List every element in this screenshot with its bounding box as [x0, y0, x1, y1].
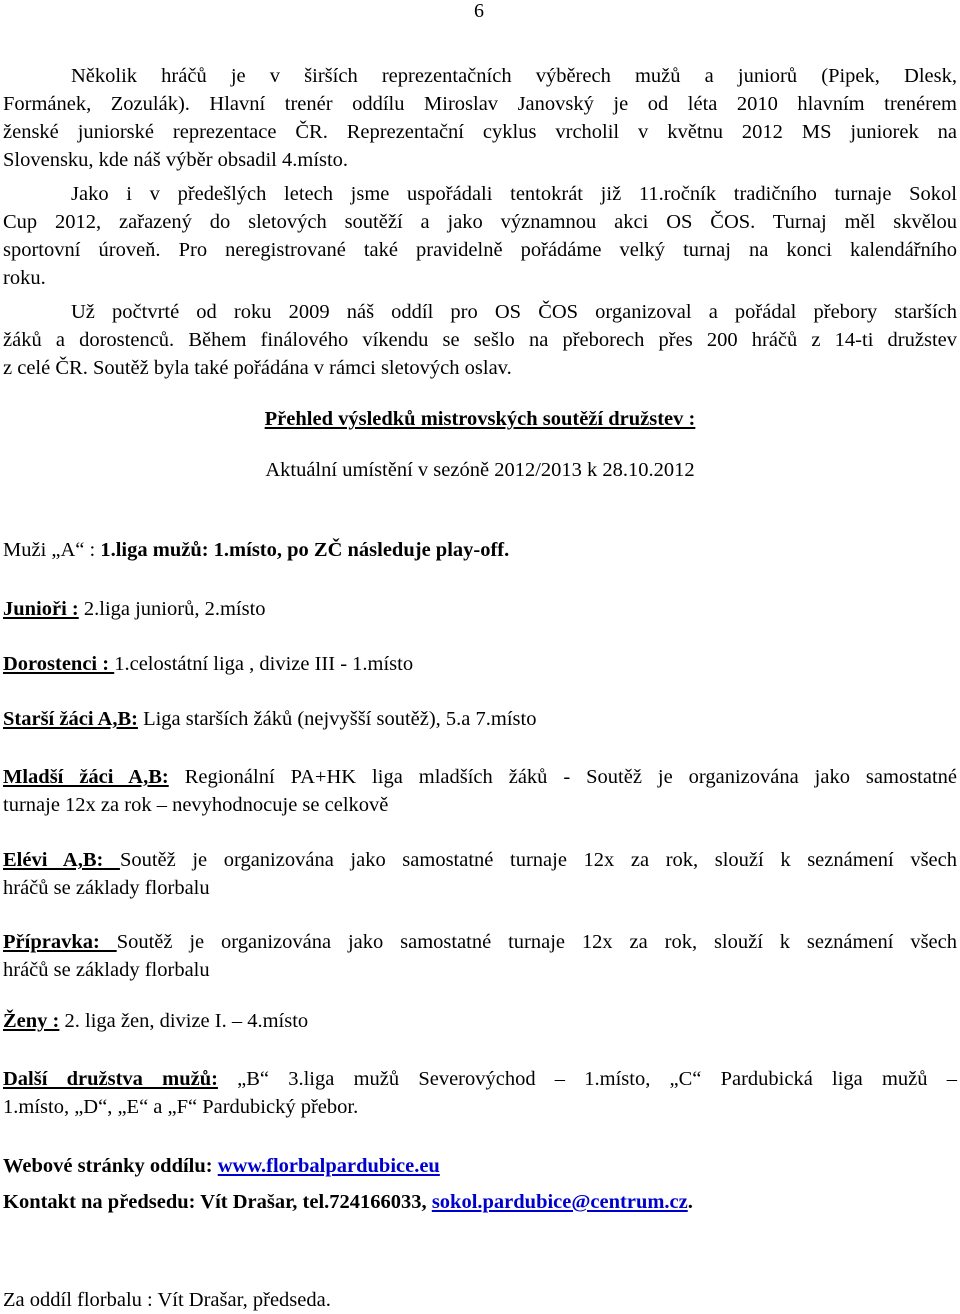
- paragraph-championships: [3, 298, 957, 382]
- paragraph-sokol-cup: [3, 180, 957, 292]
- text-line: hráčů se základy florbalu: [3, 877, 210, 899]
- result-label: Dorostenci :: [3, 653, 115, 675]
- result-value: Liga starších žáků (nejvyšší soutěž), 5.a 7.místo: [137, 708, 537, 730]
- result-label: Starší žáci A,B:: [3, 708, 138, 730]
- text-line: Už počtvrté od roku 2009 náš oddíl pro OS ČOS organizoval a pořádal přebory starších: [71, 301, 957, 323]
- result-label: Junioři :: [3, 598, 79, 620]
- text-line: Jako i v předešlých letech jsme uspořádali tentokrát již 11.ročník tradičního turnaje Sokol: [71, 183, 957, 205]
- result-zeny: [3, 1010, 308, 1033]
- text-line: ženské juniorské reprezentace ČR. Reprezentační cyklus vrcholil v květnu 2012 MS juniorek na: [3, 121, 957, 143]
- result-label: Muži „A“ :: [3, 539, 101, 561]
- signature: Za oddíl florbalu : Vít Drašar, předseda.: [3, 1289, 331, 1311]
- result-label: Mladší žáci A,B:: [3, 766, 169, 788]
- paragraph-national-teams: [3, 62, 957, 174]
- text-line: Několik hráčů je v širších reprezentačních výběrech mužů a juniorů (Pipek, Dlesk,: [71, 65, 957, 87]
- result-juniori: [3, 598, 266, 621]
- contact-end: .: [687, 1191, 693, 1213]
- website-label: Webové stránky oddílu:: [3, 1155, 218, 1177]
- result-value: „B“ 3.liga mužů Severovýchod – 1.místo, „C“ Pardubická liga mužů –: [217, 1068, 957, 1090]
- text-line: Slovensku, kde náš výběr obsadil 4.místo.: [3, 149, 349, 171]
- result-label: Elévi A,B:: [3, 849, 120, 871]
- result-dorostenci: [3, 653, 413, 676]
- text-line: [3, 846, 957, 874]
- result-label: Ženy :: [3, 1010, 60, 1032]
- results-heading: Přehled výsledků mistrovských soutěží družstev :: [264, 408, 696, 430]
- text-line: [3, 763, 957, 791]
- text-line: roku.: [3, 267, 46, 289]
- results-subheading: Aktuální umístění v sezóně 2012/2013 k 28.10.2012: [265, 459, 695, 481]
- website-link[interactable]: www.florbalpardubice.eu: [217, 1155, 440, 1177]
- text-line: hráčů se základy florbalu: [3, 959, 210, 981]
- text-line: Cup 2012, zařazený do sletových soutěží a jako významnou akci OS ČOS. Turnaj měl skvělou: [3, 211, 957, 233]
- result-value: 2. liga žen, divize I. – 4.místo: [59, 1010, 309, 1032]
- text-line: žáků a dorostenců. Během finálového víkendu se sešlo na přeborech přes 200 hráčů z 14-ti družstev: [3, 329, 957, 351]
- text-line: z celé ČR. Soutěž byla také pořádána v rámci sletových oslav.: [3, 357, 512, 379]
- result-value: Regionální PA+HK liga mladších žáků - Soutěž je organizována jako samostatné: [168, 766, 958, 788]
- text-line: turnaje 12x za rok – nevyhodnocuje se celkově: [3, 794, 389, 816]
- text-line: 1.místo, „D“, „E“ a „F“ Pardubický přebor.: [3, 1096, 359, 1118]
- result-starsi-zaci: [3, 708, 536, 731]
- result-mladsi-zaci: [3, 763, 957, 819]
- text-line: Formánek, Zozulák). Hlavní trenér oddílu Miroslav Janovský je od léta 2010 hlavním trenérem: [3, 93, 957, 115]
- result-dalsi-druzstva: [3, 1065, 957, 1121]
- text-line: sportovní úroveň. Pro neregistrované také pravidelně pořádáme velký turnaj na konci kalendářního: [3, 239, 957, 261]
- result-label: Přípravka:: [3, 931, 117, 953]
- result-value: 2.liga juniorů, 2.místo: [78, 598, 266, 620]
- contact-label: Kontakt na předsedu: Vít Drašar, tel.724166033,: [3, 1191, 432, 1213]
- email-link[interactable]: sokol.pardubice@centrum.cz: [431, 1191, 688, 1213]
- text-line: [3, 1065, 957, 1093]
- result-value: 1.celostátní liga , divize III - 1.místo: [114, 653, 414, 675]
- result-value: 1.liga mužů: 1.místo, po ZČ následuje play-off.: [100, 539, 510, 561]
- result-pripravka: [3, 928, 957, 984]
- result-value: Soutěž je organizována jako samostatné turnaje 12x za rok, slouží k seznámení všech: [119, 849, 957, 871]
- result-muzi-a: [3, 539, 509, 562]
- result-elevi: [3, 846, 957, 902]
- result-value: Soutěž je organizována jako samostatné turnaje 12x za rok, slouží k seznámení všech: [116, 931, 958, 953]
- page-number: 6: [474, 0, 484, 22]
- contact-line: [3, 1191, 693, 1214]
- text-line: [3, 928, 957, 956]
- website-line: [3, 1155, 440, 1178]
- result-label: Další družstva mužů:: [3, 1068, 218, 1090]
